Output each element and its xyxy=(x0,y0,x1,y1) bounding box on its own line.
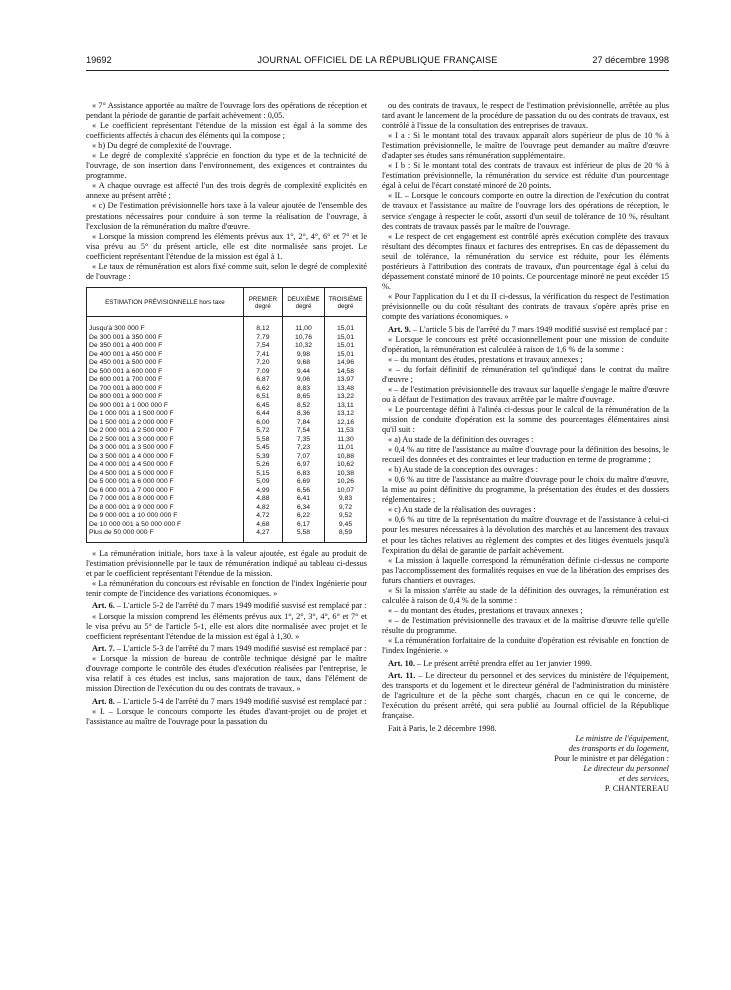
table-row xyxy=(87,461,367,470)
paragraph: « b) Du degré de complexité de l'ouvrage. xyxy=(92,141,232,151)
table-cell: 4,68 xyxy=(243,521,282,530)
table-cell: 10,76 xyxy=(282,334,324,343)
table-cell: De 9 000 001 à 10 000 000 F xyxy=(87,512,244,521)
paragraph: « 0,6 % au titre de la représentation du maître d'ouvrage et de l'assistance à celui-ci pour les mesures nécessaires à la dévolution des marchés et au lancement des travaux et pour les tâches relatives au règlement des comptes et des litiges éventuels jusqu'à l'expiration du délai de garantie de parfait achèvement. xyxy=(382,515,669,555)
table-cell: Plus de 50 000 000 F xyxy=(87,529,244,542)
paragraph: « – du montant des études, prestations et travaux annexes ; xyxy=(388,354,583,364)
table-cell: 5,15 xyxy=(243,470,282,479)
table-cell: De 450 001 à 500 000 F xyxy=(87,359,244,368)
table-cell: 5,58 xyxy=(282,529,324,542)
table-cell: De 6 000 001 à 7 000 000 F xyxy=(87,487,244,496)
table-cell: 5,72 xyxy=(243,427,282,436)
table-cell: 7,23 xyxy=(282,444,324,453)
table-cell: 5,39 xyxy=(243,453,282,462)
table-cell: 15,01 xyxy=(324,342,366,351)
paragraph: « Pour l'application du I et du II ci-dessus, la vérification du respect de l'estimation prévisionnelle ou du coût résultant des contrats de travaux s'opère après prise en compte des variations économiques. » xyxy=(382,291,669,321)
table-cell: 6,83 xyxy=(282,470,324,479)
paragraph: « – de l'estimation prévisionnelle des travaux et de la maîtrise d'œuvre telle qu'elle résulte du programme. xyxy=(382,615,669,635)
paragraph: « – de l'estimation prévisionnelle des travaux sur laquelle s'engage le maître d'œuvre ou à défaut de l'estimation des travaux arrêtée par le maître d'ouvrage. xyxy=(382,384,669,404)
table-cell: De 7 000 001 à 8 000 000 F xyxy=(87,495,244,504)
table-cell: De 1 500 001 à 2 000 000 F xyxy=(87,419,244,428)
table-row xyxy=(87,359,367,368)
paragraph: « Lorsque le concours est prêté occasionnellement pour une mission de conduite d'opération, la rémunération est calculée à raison de 1,6 % de la somme : xyxy=(382,334,669,354)
paragraph: « Si la mission s'arrête au stade de la définition des ouvrages, la rémunération est calculée à raison de 0,4 % de la somme : xyxy=(382,585,669,605)
paragraph: « 0,6 % au titre de l'assistance au maître d'ouvrage pour le choix du maître d'œuvre, la mise au point définitive du programme, la présentation des études et des dossiers réglementaires ; xyxy=(382,475,669,505)
table-cell: De 10 000 001 à 50 000 000 F xyxy=(87,521,244,530)
table-row xyxy=(87,495,367,504)
sig-name: P. CHANTEREAU xyxy=(604,783,669,793)
table-row xyxy=(87,470,367,479)
table-cell: 9,72 xyxy=(324,504,366,513)
sig-minister-2: des transports et du logement, xyxy=(568,743,669,753)
table-header-row xyxy=(87,287,367,316)
table-cell: 8,36 xyxy=(282,410,324,419)
right-paragraphs-b xyxy=(382,335,669,657)
table-cell: 15,01 xyxy=(324,317,366,334)
table-cell: 8,12 xyxy=(243,317,282,334)
signature-block xyxy=(382,734,669,794)
paragraph: « I a : Si le montant total des travaux apparaît alors supérieur de plus de 10 % à l'estimation prévisionnelle, le maître de l'ouvrage peut demander au maître d'œuvre d'adapter ses études sans rémunération supplémentaire. xyxy=(382,131,669,161)
paragraph: « I b : Si le montant total des contrats de travaux est inférieur de plus de 20 % à l'estimation prévisionnelle, la rémunération du service est réduite d'un pourcentage égal à celui de l'écart constaté minoré de 20 points. xyxy=(382,161,669,191)
article-7-quote: « Lorsque la mission de bureau de contrôle technique désigné par le maître d'ouvrage comporte le contrôle des études d'exécution réalisées par l'entreprise, le visa relatif à ces études est inclus, sans majoration de taux, dans l'élément de mission Direction de l'exécution du ou des contrats de travaux. » xyxy=(86,654,367,694)
right-column xyxy=(382,101,669,794)
table-cell: 8,59 xyxy=(324,529,366,542)
table-cell: 10,07 xyxy=(324,487,366,496)
table-cell: 6,17 xyxy=(282,521,324,530)
table-cell: 7,54 xyxy=(282,427,324,436)
table-cell: 6,56 xyxy=(282,487,324,496)
table-cell: 15,01 xyxy=(324,351,366,360)
page-header xyxy=(86,55,669,69)
sig-director: Le directeur du personnel xyxy=(583,763,669,773)
table-row xyxy=(87,487,367,496)
table-row xyxy=(87,419,367,428)
journal-title: JOURNAL OFFICIEL DE LA RÉPUBLIQUE FRANÇAISE xyxy=(257,55,498,65)
table-cell: 15,01 xyxy=(324,334,366,343)
table-cell: 8,83 xyxy=(282,385,324,394)
table-body xyxy=(87,317,367,543)
table-cell: 7,35 xyxy=(282,436,324,445)
table-cell: 6,87 xyxy=(243,376,282,385)
table-cell: 14,96 xyxy=(324,359,366,368)
table-cell: De 500 001 à 600 000 F xyxy=(87,368,244,377)
table-cell: De 5 000 001 à 6 000 000 F xyxy=(87,478,244,487)
table-cell: 9,06 xyxy=(282,376,324,385)
table-cell: 8,52 xyxy=(282,402,324,411)
table-row xyxy=(87,427,367,436)
table-row xyxy=(87,504,367,513)
table-cell: 7,84 xyxy=(282,419,324,428)
table-cell: 10,62 xyxy=(324,461,366,470)
table-cell: 6,97 xyxy=(282,461,324,470)
table-row xyxy=(87,368,367,377)
table-cell: 13,97 xyxy=(324,376,366,385)
paragraph: « – du forfait définitif de rémunération tel qu'indiqué dans le contrat du maître d'œuvre ; xyxy=(382,364,669,384)
table-cell: 13,48 xyxy=(324,385,366,394)
table-cell: 6,45 xyxy=(243,402,282,411)
table-row xyxy=(87,436,367,445)
table-row xyxy=(87,478,367,487)
paragraph: « Le coefficient représentant l'étendue de la mission est égal à la somme des coefficients affectés à chacun des éléments qui la compose ; xyxy=(86,121,367,141)
table-cell: 5,58 xyxy=(243,436,282,445)
table-row xyxy=(87,317,367,334)
table-cell: 7,41 xyxy=(243,351,282,360)
table-cell: 6,44 xyxy=(243,410,282,419)
table-row xyxy=(87,342,367,351)
table-row xyxy=(87,512,367,521)
table-cell: 10,38 xyxy=(324,470,366,479)
table-header-cell: PREMIER degré xyxy=(243,287,282,316)
table-cell: 11,01 xyxy=(324,444,366,453)
table-cell: 9,44 xyxy=(282,368,324,377)
table-cell: De 2 500 001 à 3 000 000 F xyxy=(87,436,244,445)
paragraph: ou des contrats de travaux, le respect de l'estimation prévisionnelle, arrêtée au plus tard avant le lancement de la procédure de passation du ou des contrats de travaux, est contrôlé à l'issue de la consultation des entreprises de travaux. xyxy=(382,101,669,131)
right-paragraphs-a xyxy=(382,101,669,322)
table-cell: 13,12 xyxy=(324,410,366,419)
table-cell: De 3 500 001 à 4 000 000 F xyxy=(87,453,244,462)
page-number: 19692 xyxy=(86,55,112,65)
table-cell: 5,09 xyxy=(243,478,282,487)
paragraph: « La rémunération forfaitaire de la conduite d'opération est révisable en fonction de l'index Ingénierie. » xyxy=(382,635,669,656)
table-cell: De 300 001 à 350 000 F xyxy=(87,334,244,343)
table-header-cell: DEUXIÈME degré xyxy=(282,287,324,316)
left-bottom-paragraphs xyxy=(86,549,367,599)
table-cell: 13,11 xyxy=(324,402,366,411)
article-7: Art. 7. – L'article 5-3 de l'arrêté du 7 mars 1949 modifié susvisé est remplacé par : xyxy=(92,644,367,654)
table-cell: 11,30 xyxy=(324,436,366,445)
table-row xyxy=(87,529,367,542)
table-cell: 6,00 xyxy=(243,419,282,428)
table-cell: 7,79 xyxy=(243,334,282,343)
article-8-quote: « I. – Lorsque le concours comporte les études d'avant-projet ou de projet et l'assistance au maître de l'ouvrage pour la passation du xyxy=(86,706,367,726)
issue-date: 27 décembre 1998 xyxy=(592,55,669,65)
table-cell: 10,32 xyxy=(282,342,324,351)
table-cell: Jusqu'à 300 000 F xyxy=(87,317,244,334)
table-row xyxy=(87,444,367,453)
table-header-cell: TROISIÈME degré xyxy=(324,287,366,316)
table-row xyxy=(87,453,367,462)
table-row xyxy=(87,385,367,394)
paragraph: « A chaque ouvrage est affecté l'un des trois degrés de complexité explicités en annexe au présent arrêté ; xyxy=(86,181,367,201)
table-cell: 11,53 xyxy=(324,427,366,436)
table-row xyxy=(87,521,367,530)
table-cell: 7,07 xyxy=(282,453,324,462)
article-6-quote: « Lorsque la mission comprend les éléments prévus aux 1°, 2°, 3°, 4°, 6° et 7° et le visa prévu au 5° de l'article 5-1, elle est alors dite normalisée avec projet et le coefficient représentant l'étendue de la mission est égal à 1,30. » xyxy=(86,611,367,641)
done-at: Fait à Paris, le 2 décembre 1998. xyxy=(388,723,497,733)
paragraph: « a) Au stade de la définition des ouvrages : xyxy=(388,435,534,445)
table-cell: De 800 001 à 900 000 F xyxy=(87,393,244,402)
left-column xyxy=(86,101,367,727)
left-top-paragraphs xyxy=(86,101,367,282)
table-cell: 10,88 xyxy=(324,453,366,462)
table-cell: 10,26 xyxy=(324,478,366,487)
table-cell: 4,82 xyxy=(243,504,282,513)
table-cell: 6,34 xyxy=(282,504,324,513)
table-cell: De 4 500 001 à 5 000 000 F xyxy=(87,470,244,479)
table-cell: 9,98 xyxy=(282,351,324,360)
table-cell: 6,41 xyxy=(282,495,324,504)
paragraph: « b) Au stade de la conception des ouvrages : xyxy=(388,465,538,475)
table-cell: 4,27 xyxy=(243,529,282,542)
table-cell: 9,45 xyxy=(324,521,366,530)
paragraph: « c) Au stade de la réalisation des ouvrages : xyxy=(388,505,536,515)
paragraph: « Le degré de complexité s'apprécie en fonction du type et de la technicité de l'ouvrage, de son insertion dans l'environnement, des exigences et contraintes du programme. xyxy=(86,151,367,181)
paragraph: « Le taux de rémunération est alors fixé comme suit, selon le degré de complexité de l'ouvrage : xyxy=(86,261,367,281)
table-cell: 13,22 xyxy=(324,393,366,402)
table-row xyxy=(87,410,367,419)
table-cell: 7,20 xyxy=(243,359,282,368)
article-11: Art. 11. – Le directeur du personnel et des services du ministère de l'équipement, des transports et du logement et le directeur général de l'administration du ministère de l'agriculture et de la pêche sont chargés, chacun en ce qui le concerne, de l'exécution du présent arrêté, qui sera publié au Journal officiel de la République française. xyxy=(382,671,669,721)
table-cell: 5,45 xyxy=(243,444,282,453)
table-cell: 4,88 xyxy=(243,495,282,504)
table-cell: 7,54 xyxy=(243,342,282,351)
table-row xyxy=(87,351,367,360)
table-cell: De 8 000 001 à 9 000 000 F xyxy=(87,504,244,513)
article-8: Art. 8. – L'article 5-4 de l'arrêté du 7 mars 1949 modifié susvisé est remplacé par : xyxy=(92,696,367,706)
sig-minister: Le ministre de l'équipement, xyxy=(575,733,669,743)
table-cell: 6,51 xyxy=(243,393,282,402)
table-cell: 7,09 xyxy=(243,368,282,377)
paragraph: « La rémunération du concours est révisable en fonction de l'index Ingénierie pour tenir compte de l'incidence des variations économiques. » xyxy=(86,578,367,598)
table-header-cell: ESTIMATION PRÉVISIONNELLE hors taxe xyxy=(87,287,244,316)
article-6: Art. 6. – L'article 5-2 de l'arrêté du 7 mars 1949 modifié susvisé est remplacé par : xyxy=(92,601,367,611)
table-cell: 4,99 xyxy=(243,487,282,496)
table-cell: 6,62 xyxy=(243,385,282,394)
paragraph: « La mission à laquelle correspond la rémunération définie ci-dessus ne comporte pas l'accomplissement des formalités requises en vue de la libération des emprises des futurs chantiers et ouvrages. xyxy=(382,555,669,585)
table-cell: 4,72 xyxy=(243,512,282,521)
table-cell: 8,65 xyxy=(282,393,324,402)
table-row xyxy=(87,376,367,385)
article-10: Art. 10. – Le présent arrêté prendra effet au 1er janvier 1999. xyxy=(388,658,592,668)
table-row xyxy=(87,334,367,343)
table-cell: De 3 000 001 à 3 500 000 F xyxy=(87,444,244,453)
table-cell: 14,58 xyxy=(324,368,366,377)
remuneration-table xyxy=(86,287,367,543)
table-cell: 6,69 xyxy=(282,478,324,487)
header-rule xyxy=(86,70,669,71)
paragraph: « Le respect de cet engagement est contrôlé après exécution complète des travaux résultant des décomptes finaux et factures des entreprises. En cas de dépassement du seuil de tolérance, la rémunération du service est réduite, pour les éléments postérieurs à l'attribution des contrats de travaux, d'un pourcentage égal à celui du dépassement constaté minoré de 10 points. Ce pourcentage minoré ne peut excéder 15 %. xyxy=(382,231,669,291)
table-cell: De 2 000 001 à 2 500 000 F xyxy=(87,427,244,436)
table-cell: De 400 001 à 450 000 F xyxy=(87,351,244,360)
table-cell: 6,22 xyxy=(282,512,324,521)
table-cell: De 600 001 à 700 000 F xyxy=(87,376,244,385)
paragraph: « Le pourcentage défini à l'alinéa ci-dessus pour le calcul de la rémunération de la mission de conduite d'opération est la somme des pourcentages élémentaires ainsi qu'il suit : xyxy=(382,404,669,434)
paragraph: « II. – Lorsque le concours comporte en outre la direction de l'exécution du contrat de travaux et l'assistance au maître de l'ouvrage lors des opérations de réception, le service s'engage à respecter le coût, assorti d'un seuil de tolérance de 10 %, résultant des contrats de travaux passés par le maître de l'ouvrage. xyxy=(382,191,669,231)
article-9: Art. 9. – L'article 5 bis de l'arrêté du 7 mars 1949 modifié susvisé est remplacé par : xyxy=(388,324,668,334)
table-cell: 5,26 xyxy=(243,461,282,470)
table-cell: De 1 000 001 à 1 500 000 F xyxy=(87,410,244,419)
table-cell: De 4 000 001 à 4 500 000 F xyxy=(87,461,244,470)
paragraph: « 7° Assistance apportée au maître de l'ouvrage lors des opérations de réception et pendant la période de garantie de parfait achèvement : 0,05. xyxy=(86,101,367,121)
paragraph: « 0,4 % au titre de l'assistance au maître d'ouvrage pour la définition des besoins, le recueil des données et des contraintes et leur traduction en terme de programme ; xyxy=(382,445,669,465)
table-cell: 11,00 xyxy=(282,317,324,334)
paragraph: « Lorsque la mission comprend les éléments prévus aux 1°, 2°, 4°, 6° et 7° et le visa prévu au 5° du présent article, elle est dite normalisée sans projet. Le coefficient représentant l'étendue de la mission est égal à 1. xyxy=(86,231,367,261)
paragraph: « – du montant des études, prestations et travaux annexes ; xyxy=(388,605,583,615)
sig-director-2: et des services, xyxy=(619,773,669,783)
table-row xyxy=(87,393,367,402)
table-cell: De 900 001 à 1 000 000 F xyxy=(87,402,244,411)
table-cell: De 700 001 à 800 000 F xyxy=(87,385,244,394)
table-row xyxy=(87,402,367,411)
table-cell: De 350 001 à 400 000 F xyxy=(87,342,244,351)
table-cell: 9,68 xyxy=(282,359,324,368)
paragraph: « c) De l'estimation prévisionnelle hors taxe à la valeur ajoutée de l'ensemble des prestations nécessaires pour conduire à son terme la réalisation de l'ouvrage, à l'exclusion de la rémunération du maître d'œuvre. xyxy=(86,201,367,231)
paragraph: « La rémunération initiale, hors taxe à la valeur ajoutée, est égale au produit de l'estimation prévisionnelle par le taux de rémunération indiqué au tableau ci-dessus et par le coefficient représentant l'étendue de la mission. xyxy=(86,548,367,578)
sig-delegation: Pour le ministre et par délégation : xyxy=(554,753,669,763)
table-cell: 9,83 xyxy=(324,495,366,504)
table-cell: 9,52 xyxy=(324,512,366,521)
table-cell: 12,16 xyxy=(324,419,366,428)
